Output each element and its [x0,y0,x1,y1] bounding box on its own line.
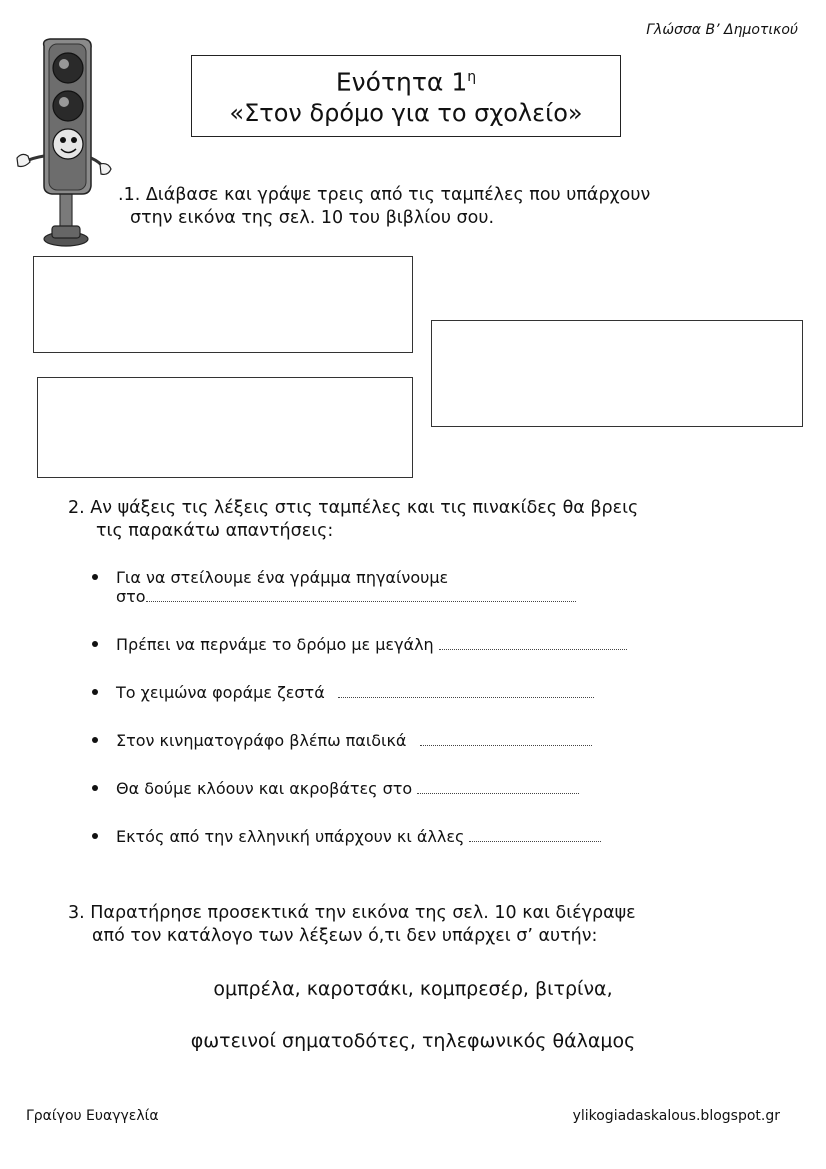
list-item: Θα δούμε κλόουν και ακροβάτες στο [92,779,732,798]
word-list-line1[interactable]: ομπρέλα, καροτσάκι, κομπρεσέρ, βιτρίνα, [213,978,613,1000]
question-3-line2: από τον κατάλογο των λέξεων ό,τι δεν υπάρχει σ’ αυτήν: [92,926,598,946]
question-1-line2: στην εικόνα της σελ. 10 του βιβλίου σου. [130,208,495,228]
list-item: Το χειμώνα φοράμε ζεστά [92,683,732,702]
question-2 [68,497,788,543]
answer-blank[interactable] [146,589,576,602]
list-item: Στον κινηματογράφο βλέπω παιδικά [92,731,732,750]
answer-blank[interactable] [338,685,594,698]
title-unit: Ενότητα $1^\eta$ [335,67,477,97]
traffic-light-mascot-icon [14,36,114,251]
question-1-line1: .1. Διάβασε και γράψε τρεις από τις ταμπέλες που υπάρχουν [118,185,651,205]
answer-box-1[interactable] [33,256,413,353]
question-2-line1: 2. Αν ψάξεις τις λέξεις στις ταμπέλες και τις πινακίδες θα βρεις [68,498,639,518]
list-item: Πρέπει να περνάμε το δρόμο με μεγάλη [92,635,732,654]
question-3 [68,902,798,948]
fill-in-list [92,568,732,846]
answer-blank[interactable] [469,829,601,842]
title-box [191,55,621,137]
footer-site: ylikogiadaskalous.blogspot.gr [572,1108,780,1124]
list-item: Εκτός από την ελληνική υπάρχουν κι άλλες [92,827,732,846]
answer-blank[interactable] [417,781,579,794]
question-1 [118,184,808,230]
footer-author: Γραίγου Ευαγγελία [26,1108,159,1124]
answer-blank[interactable] [439,637,627,650]
question-3-line1: 3. Παρατήρησε προσεκτικά την εικόνα της σελ. 10 και διέγραψε [68,903,636,923]
answer-box-2[interactable] [431,320,803,427]
word-list-line2[interactable]: φωτεινοί σηματοδότες, τηλεφωνικός θάλαμος [190,1030,636,1052]
answer-box-3[interactable] [37,377,413,478]
answer-blank[interactable] [420,733,592,746]
title-subtitle: «Στον δρόμο για το σχολείο» [229,99,583,128]
list-item: Για να στείλουμε ένα γράμμα πηγαίνουμε στο [92,568,732,606]
question-2-line2: τις παρακάτω απαντήσεις: [96,521,334,541]
header-subject: Γλώσσα Β’ Δημοτικού [646,22,798,38]
